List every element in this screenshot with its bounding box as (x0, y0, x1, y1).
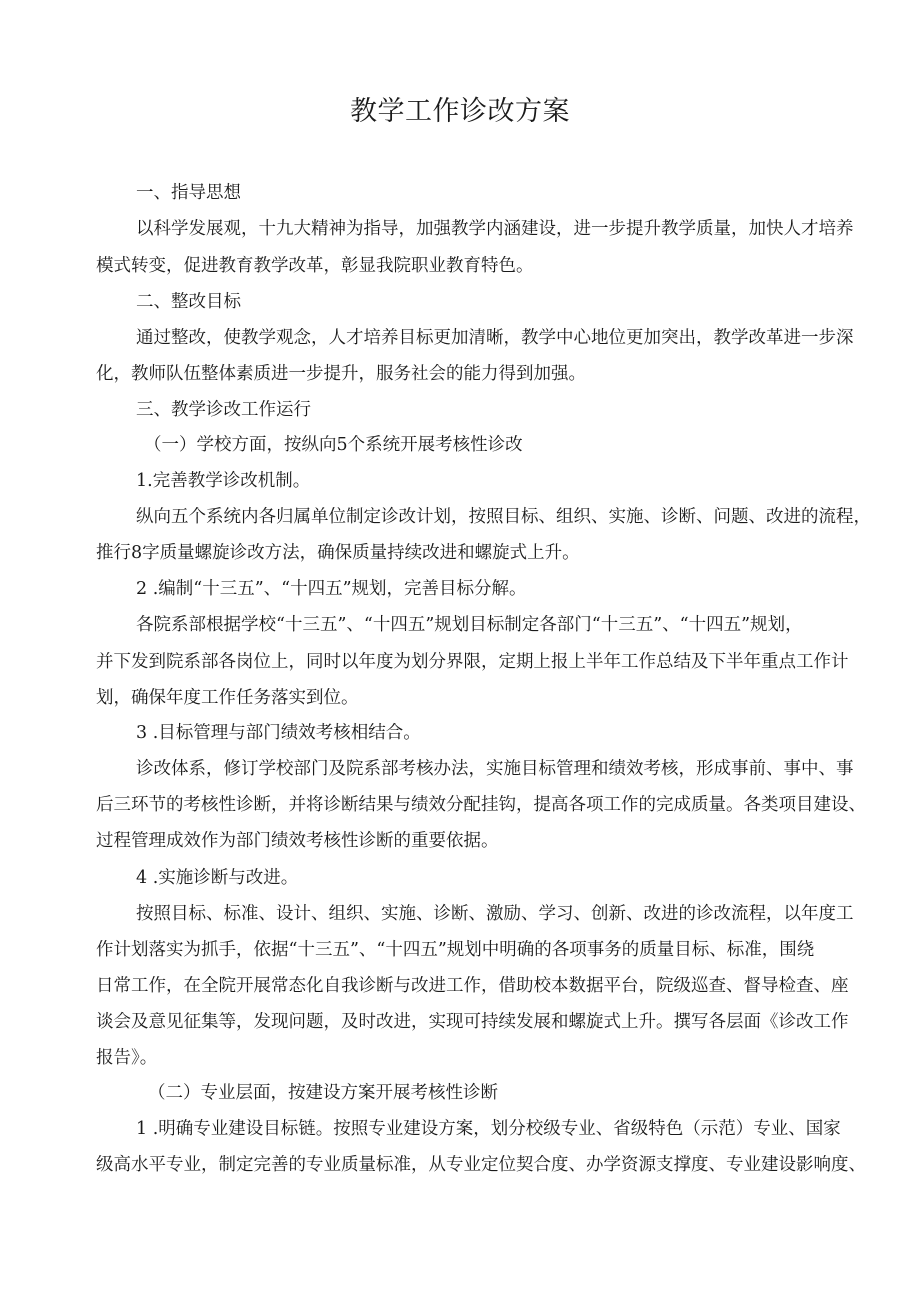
paragraph-line: 通过整改，使教学观念，人才培养目标更加清晰，教学中心地位更加突出，教学改革进一步深 (136, 328, 854, 348)
paragraph-line: 过程管理成效作为部门绩效考核性诊断的重要依据。 (96, 831, 499, 851)
paragraph-line: 1 .明确专业建设目标链。按照专业建设方案，划分校级专业、省级特色（示范）专业、国家 (136, 1119, 841, 1139)
paragraph-line: 谈会及意见征集等，发现问题，及时改进，实现可持续发展和螺旋式上升。撰写各层面《诊改工作 (96, 1012, 849, 1032)
paragraph-line: 诊改体系，修订学校部门及院系部考核办法，实施目标管理和绩效考核，形成事前、事中、事 (136, 759, 854, 779)
subheading-major-level: （二）专业层面，按建设方案开展考核性诊断 (148, 1083, 498, 1103)
paragraph-line: 划，确保年度工作任务落实到位。 (96, 688, 359, 708)
paragraph-line: 作计划落实为抓手，依据“十三五”、“十四五”规划中明确的各项事务的质量目标、标准，围绕 (96, 940, 815, 960)
heading-operation: 三、教学诊改工作运行 (136, 400, 311, 420)
document-title: 教学工作诊改方案 (350, 96, 570, 127)
paragraph-line: 纵向五个系统内各归属单位制定诊改计划，按照目标、组织、实施、诊断、问题、改进的流程， (136, 507, 871, 527)
item-heading: 1.完善教学诊改机制。 (136, 471, 311, 491)
heading-rectification-goals: 二、整改目标 (136, 292, 241, 312)
paragraph-line: 后三环节的考核性诊断，并将诊断结果与绩效分配挂钩，提高各项工作的完成质量。各类项目建设、 (96, 795, 866, 815)
paragraph-line: 推行8字质量螺旋诊改方法，确保质量持续改进和螺旋式上升。 (96, 543, 580, 563)
item-heading: 4 .实施诊断与改进。 (136, 868, 299, 888)
paragraph-line: 各院系部根据学校“十三五”、“十四五”规划目标制定各部门“十三五”、“十四五”规划， (136, 615, 803, 635)
item-heading: 2 .编制“十三五”、“十四五”规划，完善目标分解。 (136, 579, 527, 599)
subheading-school-level: （一）学校方面，按纵向5个系统开展考核性诊改 (144, 435, 523, 455)
paragraph-line: 模式转变，促进教育教学改革，彰显我院职业教育特色。 (96, 256, 534, 276)
item-heading: 3 .目标管理与部门绩效考核相结合。 (136, 723, 421, 743)
paragraph-line: 按照目标、标准、设计、组织、实施、诊断、激励、学习、创新、改进的诊改流程，以年度工 (136, 904, 854, 924)
paragraph-line: 并下发到院系部各岗位上，同时以年度为划分界限，定期上报上半年工作总结及下半年重点工作计 (96, 652, 849, 672)
paragraph-line: 日常工作，在全院开展常态化自我诊断与改进工作，借助校本数据平台，院级巡查、督导检查、座 (96, 976, 849, 996)
paragraph-line: 以科学发展观，十九大精神为指导，加强教学内涵建设，进一步提升教学质量，加快人才培养 (136, 219, 854, 239)
heading-guiding-ideology: 一、指导思想 (136, 183, 241, 203)
paragraph-line: 化，教师队伍整体素质进一步提升，服务社会的能力得到加强。 (96, 364, 586, 384)
paragraph-line: 级高水平专业，制定完善的专业质量标准，从专业定位契合度、办学资源支撑度、专业建设影响度、 (96, 1155, 866, 1175)
paragraph-line: 报告》。 (96, 1048, 158, 1068)
